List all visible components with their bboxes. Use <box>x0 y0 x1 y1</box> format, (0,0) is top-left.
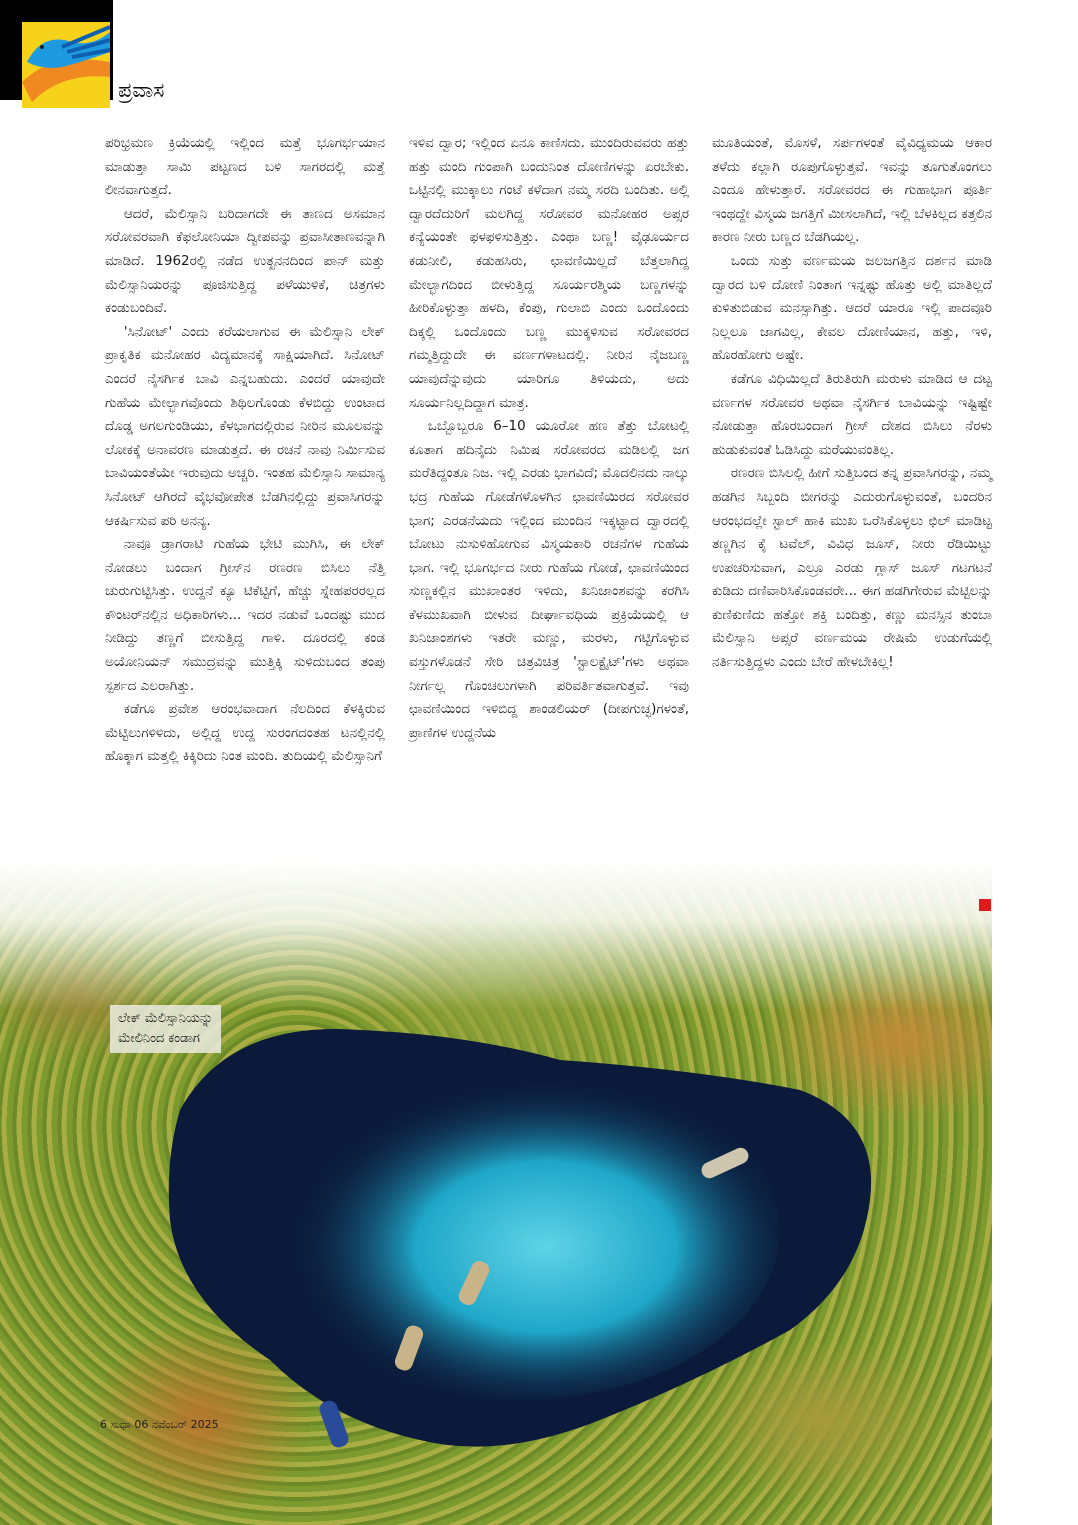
paragraph: 'ಸಿನೋಟ್' ಎಂದು ಕರೆಯಲಾಗುವ ಈ ಮೆಲಿಸ್ಸಾನಿ ಲೇಕ್ ಪ್ರಾಕೃತಿಕ ಮನೋಹರ ವಿದ್ಯಮಾನಕ್ಕೆ ಸಾಕ್ಷಿಯಾಗಿದೆ. ಸಿನೋಟ್ ಎಂದರೆ ನೈಸರ್ಗಿಕ ಬಾವಿ ಎನ್ನಬಹುದು. ಎಂದರೆ ಯಾವುದೇ ಗುಹೆಯ ಮೇಲ್ಭಾಗವೊಂದು ಶಿಥಿಲಗೊಂಡು ಕೆಳಬಿದ್ದು ಉಂಟಾದ ದೊಡ್ಡ ಅಗಲಗುಂಡಿಯು, ಕೆಳಭಾಗದಲ್ಲಿರುವ ನೀರಿನ ಮೂಲವನ್ನು ಲೋಕಕ್ಕೆ ಅನಾವರಣ ಮಾಡುತ್ತದೆ. ಈ ರಚನೆ ನಾವು ನಿರ್ಮಿಸುವ ಬಾವಿಯಂತೆಯೇ ಇರುವುದು ಅಚ್ಚರಿ. ಇಂತಹ ಮೆಲಿಸ್ಸಾನಿ ಸಾಮಾನ್ಯ ಸಿನೋಟ್ ಆಗಿರದೆ ವೈಭವೋಪೇತ ಬೆಡಗಿನಲ್ಲಿದ್ದು ಪ್ರವಾಸಿಗರನ್ನು ಆಕರ್ಷಿಸುವ ಪರಿ ಅನನ್ಯ. <box>105 323 385 529</box>
article-end-mark <box>979 899 991 911</box>
photo-caption <box>110 1005 221 1053</box>
paragraph: ಇಳಿವ ದ್ವಾರ; ಇಲ್ಲಿಂದ ಏನೂ ಕಾಣಿಸದು. ಮುಂದಿರುವವರು ಹತ್ತು ಹತ್ತು ಮಂದಿ ಗುಂಪಾಗಿ ಬಂದುನಿಂತ ದೋಣಿಗಳನ್ನು ಏರಬೇಕು. ಒಟ್ಟಿನಲ್ಲಿ ಮುಕ್ಕಾಲು ಗಂಟೆ ಕಳೆದಾಗ ನಮ್ಮ ಸರದಿ ಬಂದಿತು. ಅಲ್ಲಿ ದ್ವಾರದೆದುರಿಗೆ ಮಲಗಿದ್ದ ಸರೋವರ ಮನೋಹರ ಅಪ್ಸರ ಕನ್ಯೆಯಂತೇ ಫಳಫಳಿಸುತ್ತಿತ್ತು. ಎಂಥಾ ಬಣ್ಣ! ವೈಢೂರ್ಯದ ಕಡುನೀಲಿ, ಕಡುಹಸಿರು, ಛಾವಣಿಯಿಲ್ಲದೆ ಬೆತ್ತಲಾಗಿದ್ದ ಮೇಲ್ಭಾಗದಿಂದ ಬೀಳುತ್ತಿದ್ದ ಸೂರ್ಯರಶ್ಮಿಯ ಬಣ್ಣಗಳನ್ನು ಹೀರಿಕೊಳ್ಳುತ್ತಾ ಹಳದಿ, ಕೆಂಪು, ಗುಲಾಬಿ ಎಂದು ಒಂದೊಂದು ದಿಕ್ಕಲ್ಲಿ ಒಂದೊಂದು ಬಣ್ಣ ಮುಕ್ಕಳಿಸುವ ಸರೋವರದ ಗಮ್ಮತ್ತಿದ್ದುದೇ ಈ ವರ್ಣಗಳಾಟದಲ್ಲಿ. ನೀರಿನ ನೈಜಬಣ್ಣ ಯಾವುದೆನ್ನುವುದು ಯಾರಿಗೂ ತಿಳಿಯದು, ಅದು ಸೂರ್ಯನಿಲ್ಲದಿದ್ದಾಗ ಮಾತ್ರ. <box>409 135 689 411</box>
section-title: ಪ್ರವಾಸ <box>118 78 165 102</box>
caption-line: ಲೇಕ್ ಮೆಲಿಸ್ಸಾನಿಯನ್ನು <box>118 1011 214 1026</box>
issue-date: 06 ನವೆಂಬರ್ 2025 <box>134 1418 219 1431</box>
article-column-1 <box>105 132 385 769</box>
bird-logo-icon <box>22 22 110 108</box>
paragraph: ಆದರೆ, ಮೆಲಿಸ್ಸಾನಿ ಬರಿದಾಗದೇ ಈ ತಾಣದ ಅಸಮಾನ ಸರೋವರವಾಗಿ ಕೆಫಲೋನಿಯಾ ದ್ವೀಪವನ್ನು ಪ್ರವಾಸೀತಾಣವನ್ನಾಗಿ ಮಾಡಿದೆ. 1962ರಲ್ಲಿ ನಡೆದ ಉತ್ಖನನದಿಂದ ಪಾನ್ ಮತ್ತು ಮೆಲಿಸ್ಸಾನಿಯರನ್ನು ಪೂಜಿಸುತ್ತಿದ್ದ ಪಳೆಯುಳಿಕೆ, ಚಿತ್ರಗಳು ಕಂಡುಬಂದಿವೆ. <box>105 205 385 317</box>
article-column-3 <box>712 132 992 675</box>
magazine-name: ಸುಧಾ <box>110 1418 131 1431</box>
article-column-2 <box>409 132 689 745</box>
paragraph: ಪರಿಭ್ರಮಣ ಕ್ರಿಯೆಯಲ್ಲಿ ಇಲ್ಲಿಂದ ಮತ್ತೆ ಭೂಗರ್ಭಯಾನ ಮಾಡುತ್ತಾ ಸಾಮಿ ಪಟ್ಟಣದ ಬಳಿ ಸಾಗರದಲ್ಲಿ ಮತ್ತೆ ಲೀನವಾಗುತ್ತದೆ. <box>105 135 385 199</box>
page-footer <box>100 1418 219 1432</box>
paragraph: ಮೂತಿಯಂತೆ, ಮೊಸಳೆ, ಸರ್ಪಗಳಂತೆ ವೈವಿಧ್ಯಮಯ ಆಕಾರ ತಳೆದು ಕಲ್ಲಾಗಿ ರೂಪುಗೊಳ್ಳುತ್ತವೆ. ಇವನ್ನು ತೂಗುತೊಂಗಲು ಎಂದೂ ಹೇಳುತ್ತಾರೆ. ಸರೋವರದ ಈ ಗುಹಾಭಾಗ ಪೂರ್ತಿ ಇಂಥದ್ದೇ ವಿಸ್ಮಯ ಜಗತ್ತಿಗೆ ಮೀಸಲಾಗಿದೆ, ಇಲ್ಲಿ ಬೆಳಕಿಲ್ಲದ ಕತ್ತಲಿನ ಕಾರಣ ನೀರು ಬಣ್ಣದ ಬೆಡಗಿಯಲ್ಲ. <box>712 135 992 246</box>
paragraph: ಕಡೆಗೂ ಪ್ರವೇಶ ಆರಂಭವಾದಾಗ ನೆಲದಿಂದ ಕೆಳಕ್ಕಿರುವ ಮೆಟ್ಟಿಲುಗಳಿಳಿದು, ಅಲ್ಲಿದ್ದ ಉದ್ದ ಸುರಂಗದಂತಹ ಟನಲ್ಲಿನಲ್ಲಿ ಹೊಕ್ಕಾಗ ಮತ್ತಲ್ಲಿ ಕಿಕ್ಕಿರಿದು ನಿಂತ ಮಂದಿ. ತುದಿಯಲ್ಲಿ ಮೆಲಿಸ್ಸಾನಿಗೆ <box>105 701 385 765</box>
paragraph: ನಾವೂ ಡ್ರಾಗರಾಟಿ ಗುಹೆಯ ಭೇಟಿ ಮುಗಿಸಿ, ಈ ಲೇಕ್ ನೋಡಲು ಬಂದಾಗ ಗ್ರೀಸ್‌ನ ರಣರಣ ಬಿಸಿಲು ನೆತ್ತಿ ಚುರುಗುಟ್ಟಿಸಿತ್ತು. ಉದ್ದನೆ ಕ್ಯೂ ಟಿಕೆಟ್ಟಿಗೆ, ಹೆಚ್ಚು ಸ್ನೇಹಪರರಲ್ಲದ ಕೌಂಟರ್‌ನಲ್ಲಿನ ಅಧಿಕಾರಿಗಳು... ಇದರ ನಡುವೆ ಒಂದಷ್ಟು ಮುದ ನೀಡಿದ್ದು ತಣ್ಣಗೆ ಬೀಸುತ್ತಿದ್ದ ಗಾಳಿ. ದೂರದಲ್ಲಿ ಕಂಡ ಅಯೋನಿಯನ್ ಸಮುದ್ರವನ್ನು ಮುತ್ತಿಕ್ಕಿ ಸುಳಿದುಬಂದ ತಂಪು ಸ್ಪರ್ಶದ ಎಲರಾಗಿತ್ತು. <box>105 536 385 694</box>
page-number: 6 <box>100 1418 107 1431</box>
paragraph: ಒಂದು ಸುತ್ತು ವರ್ಣಮಯ ಜಲಜಗತ್ತಿನ ದರ್ಶನ ಮಾಡಿ ದ್ವಾರದ ಬಳಿ ದೋಣಿ ನಿಂತಾಗ ಇನ್ನಷ್ಟು ಹೊತ್ತು ಅಲ್ಲಿ ಮಾತಿಲ್ಲದೆ ಕುಳಿತುಬಿಡುವ ಮನಸ್ಸಾಗಿತ್ತು. ಆದರೆ ಯಾರೂ ಇಲ್ಲಿ ಪಾದವೂರಿ ನಿಲ್ಲಲೂ ಜಾಗವಿಲ್ಲ, ಕೇವಲ ದೋಣಿಯಾನ, ಹತ್ತು, ಇಳಿ, ಹೊರಹೋಗು ಅಷ್ಟೇ. <box>712 252 992 364</box>
caption-line: ಮೇಲಿನಿಂದ ಕಂಡಾಗ <box>118 1031 200 1046</box>
paragraph: ಒಬ್ಬೊಬ್ಬರೂ 6–10 ಯೂರೋ ಹಣ ತೆತ್ತು ಬೋಟಲ್ಲಿ ಕೂತಾಗ ಹದಿನೈದು ನಿಮಿಷ ಸರೋವರದ ಮಡಿಲಲ್ಲಿ ಜಗ ಮರೆತಿದ್ದಂತೂ ನಿಜ. ಇಲ್ಲಿ ಎರಡು ಭಾಗವಿದೆ; ಮೊದಲಿನದು ನಾಲ್ಕು ಭದ್ರ ಗುಹೆಯ ಗೋಡೆಗಳೊಳಗಿನ ಛಾವಣಿಯಿರದ ಸರೋವರ ಭಾಗ; ಎರಡನೆಯದು ಇಲ್ಲಿಂದ ಮುಂದಿನ ಇಕ್ಕಟ್ಟಾದ ದ್ವಾರದಲ್ಲಿ ಬೋಟು ನುಸುಳಿಹೋಗುವ ವಿಸ್ಮಯಕಾರಿ ರಚನೆಗಳ ಗುಹೆಯ ಭಾಗ. ಇಲ್ಲಿ ಭೂಗರ್ಭದ ನೀರು ಗುಹೆಯ ಗೋಡೆ, ಛಾವಣಿಯಿಂದ ಸುಣ್ಣಕಲ್ಲಿನ ಮುಖಾಂತರ ಇಳಿದು, ಖನಿಜಾಂಶವನ್ನು ಕರಗಿಸಿ ಕೆಳಮುಖವಾಗಿ ಬೀಳುವ ದೀರ್ಘಾವಧಿಯ ಪ್ರಕ್ರಿಯೆಯಲ್ಲಿ ಆ ಖನಿಜಾಂಶಗಳು ಇತರೇ ಮಣ್ಣು, ಮರಳು, ಗಟ್ಟಿಗೊಳ್ಳುವ ವಸ್ತುಗಳೊಡನೆ ಸೇರಿ ಚಿತ್ರವಿಚಿತ್ರ 'ಸ್ಟಾಲಕ್ಟೈಟ್'ಗಳು ಅಥವಾ ನೀರ್ಗಲ್ಲ ಗೊಂಚಲುಗಳಾಗಿ ಪರಿವರ್ತಿತವಾಗುತ್ತವೆ. ಇವು ಛಾವಣಿಯಿಂದ ಇಳಿಬಿದ್ದ ಶಾಂಡಲಿಯರ್ (ದೀಪಗುಚ್ಛ)ಗಳಂತೆ, ಪ್ರಾಣಿಗಳ ಉದ್ದನೆಯ <box>409 418 689 741</box>
photo-top-fade <box>0 860 992 1010</box>
paragraph: ಕಡೆಗೂ ವಿಧಿಯಿಲ್ಲದೆ ತಿರುತಿರುಗಿ ಮರುಳು ಮಾಡಿದ ಆ ದಟ್ಟ ವರ್ಣಗಳ ಸರೋವರ ಅಥವಾ ನೈಸರ್ಗಿಕ ಬಾವಿಯನ್ನು ಇಷ್ಟಿಷ್ಟೇ ನೋಡುತ್ತಾ ಹೊರಬಂದಾಗ ಗ್ರೀಸ್ ದೇಶದ ಬಿಸಿಲು ನೆರಳು ಹುಡುಕುವಂತೆ ಓಡಿಸಿದ್ದು ಮರೆಯುವಂತಿಲ್ಲ. <box>712 370 992 458</box>
paragraph: ರಣರಣ ಬಿಸಿಲಲ್ಲಿ ಹೀಗೆ ಸುತ್ತಿಬಂದ ತನ್ನ ಪ್ರವಾಸಿಗರನ್ನು, ನಮ್ಮ ಹಡಗಿನ ಸಿಬ್ಬಂದಿ ಬೀಗರನ್ನು ಎದುರುಗೊಳ್ಳುವಂತೆ, ಬಂದರಿನ ಆರಂಭದಲ್ಲೇ ಸ್ಟಾಲ್ ಹಾಕಿ ಮುಖ ಒರೆಸಿಕೊಳ್ಳಲು ಛಿಲ್ ಮಾಡಿಟ್ಟ ತಣ್ಣಗಿನ ಕೈ ಟವೆಲ್, ವಿವಿಧ ಜೂಸ್, ನೀರು ರೆಡಿಯಿಟ್ಟು ಉಪಚರಿಸುವಾಗ, ಎಲ್ರೂ ಎರಡು ಗ್ಲಾಸ್ ಜೂಸ್ ಗಟಗಟನೆ ಕುಡಿದು ದಣಿವಾರಿಸಿಕೊಂಡವರೇ... ಈಗ ಹಡಗಿಗೇರುವ ಮೆಟ್ಟಿಲನ್ನು ಕುಣಿಕುಣಿದು ಹತ್ತೋ ಶಕ್ತಿ ಬಂದಿತ್ತು, ಕಣ್ಣು ಮನಸ್ಸಿನ ತುಂಬಾ ಮೆಲಿಸ್ಸಾನಿ ಅಪ್ಸರೆ ವರ್ಣಮಯ ರೇಷಿಮೆ ಉಡುಗೆಯಲ್ಲಿ ನರ್ತಿಸುತ್ತಿದ್ದಳು ಎಂದು ಬೇರೆ ಹೇಳಬೇಕಿಲ್ಲ! <box>712 465 992 671</box>
